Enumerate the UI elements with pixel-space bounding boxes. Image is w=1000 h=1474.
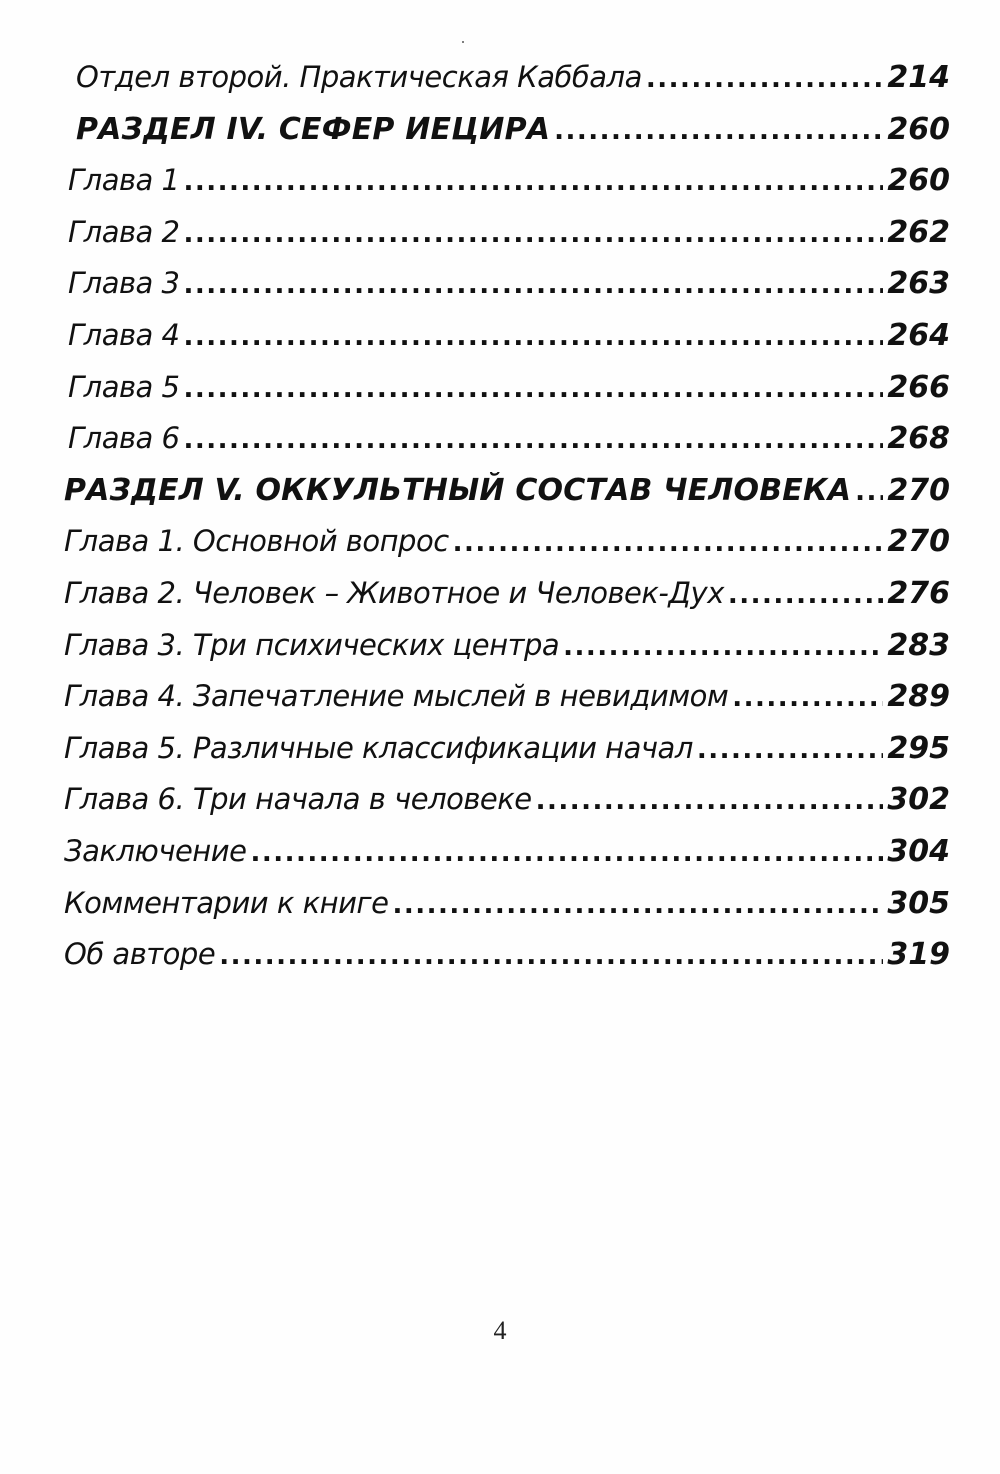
toc-entry-title: Глава 2	[68, 214, 180, 249]
toc-entry	[62, 937, 950, 989]
toc-entry-page: 302	[887, 782, 950, 818]
dot-leader	[184, 270, 884, 300]
toc-entry-page: 260	[887, 111, 950, 147]
dot-leader	[855, 477, 883, 507]
toc-entry-page: 295	[887, 730, 950, 766]
dot-leader	[453, 528, 884, 558]
toc-entry-page: 264	[887, 317, 950, 353]
toc-entry	[62, 679, 950, 731]
dot-leader	[728, 580, 884, 610]
toc-entry-title: Глава 4	[68, 317, 180, 352]
toc-entry-page: 283	[887, 627, 950, 663]
dot-leader	[250, 838, 883, 868]
toc-entry-page: 270	[887, 472, 950, 508]
toc-entry-page: 263	[887, 266, 950, 302]
toc-entry	[62, 834, 950, 886]
toc-entry-title: РАЗДЕЛ V. ОККУЛЬТНЫЙ СОСТАВ ЧЕЛОВЕКА	[64, 472, 852, 508]
table-of-contents	[62, 60, 950, 989]
dot-leader	[184, 167, 884, 197]
toc-entry-title: Глава 5. Различные классификации начал	[64, 730, 693, 765]
toc-entry-title: Глава 6. Три начала в человеке	[64, 782, 532, 817]
dot-leader	[184, 219, 884, 249]
toc-entry-page: 262	[887, 214, 950, 250]
toc-entry-title: Комментарии к книге	[64, 885, 389, 920]
toc-entry-page: 305	[887, 885, 950, 921]
toc-entry	[62, 163, 950, 215]
toc-section-heading	[62, 112, 950, 164]
dot-leader	[732, 683, 883, 713]
dot-leader	[219, 941, 883, 971]
dot-leader	[554, 116, 883, 146]
dot-leader	[184, 425, 884, 455]
toc-entry-page: 260	[887, 163, 950, 199]
toc-entry	[62, 266, 950, 318]
toc-entry-page: 214	[887, 60, 950, 95]
dot-leader	[646, 64, 884, 94]
toc-entry-title: Отдел второй. Практическая Каббала	[76, 60, 642, 94]
toc-entry-title: Глава 1. Основной вопрос	[64, 524, 449, 559]
toc-entry	[62, 318, 950, 370]
toc-entry-page: 319	[887, 937, 950, 973]
toc-entry-title: Глава 5	[68, 369, 180, 404]
toc-entry-title: Глава 4. Запечатление мыслей в невидимом	[64, 679, 729, 714]
page-number: 4	[493, 1316, 507, 1345]
toc-entry	[62, 731, 950, 783]
toc-entry-title: Глава 3	[68, 266, 180, 301]
toc-entry-title: Заключение	[64, 833, 247, 868]
toc-entry-title: РАЗДЕЛ IV. СЕФЕР ИЕЦИРА	[76, 111, 551, 147]
dot-leader	[563, 632, 883, 662]
toc-section-heading	[62, 473, 950, 525]
toc-entry-title: Глава 6	[68, 421, 180, 456]
toc-entry-page: 276	[887, 575, 950, 611]
toc-entry-title: Глава 3. Три психических центра	[64, 627, 560, 662]
toc-entry	[62, 215, 950, 267]
toc-entry	[62, 524, 950, 576]
toc-entry-page: 304	[887, 833, 950, 869]
toc-entry	[62, 886, 950, 938]
toc-entry-page: 270	[887, 524, 950, 560]
dot-leader	[184, 322, 884, 352]
dot-leader	[184, 374, 884, 404]
dot-leader	[536, 786, 884, 816]
toc-entry-page: 266	[887, 369, 950, 405]
toc-entry-page: 289	[887, 679, 950, 715]
toc-entry	[62, 60, 950, 112]
toc-entry	[62, 370, 950, 422]
toc-entry	[62, 421, 950, 473]
print-speck	[462, 41, 464, 43]
toc-entry-title: Об авторе	[64, 937, 216, 972]
toc-entry	[62, 782, 950, 834]
toc-entry-page: 268	[887, 421, 950, 457]
dot-leader	[697, 735, 884, 765]
toc-entry	[62, 576, 950, 628]
toc-entry	[62, 628, 950, 680]
dot-leader	[393, 890, 884, 920]
toc-entry-title: Глава 1	[68, 163, 180, 198]
toc-entry-title: Глава 2. Человек – Животное и Человек-Дух	[64, 575, 724, 610]
